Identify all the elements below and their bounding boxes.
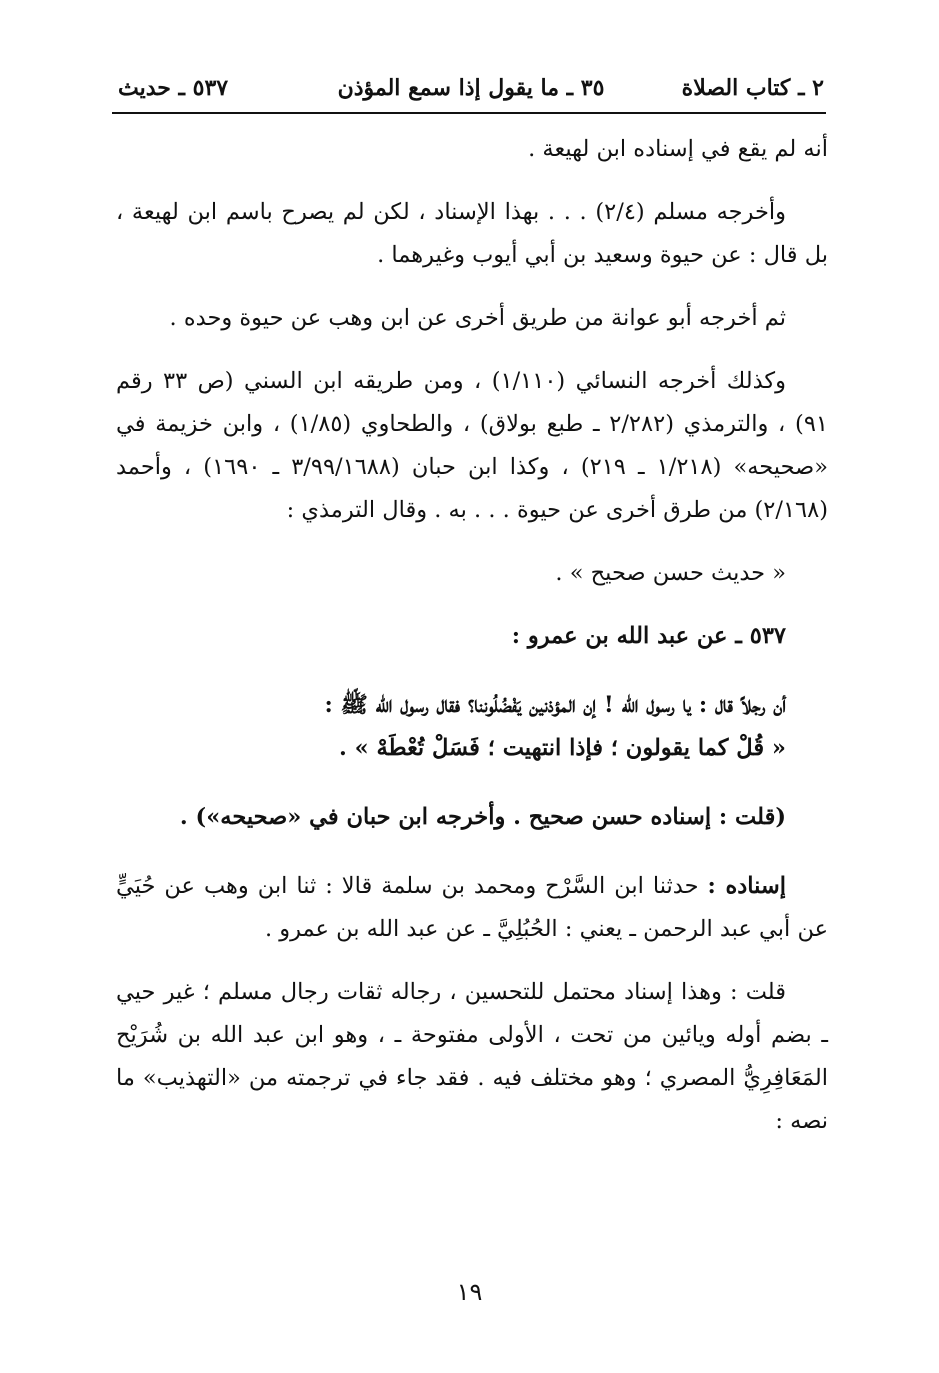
hadith-grading-note: (قلت : إسناده حسن صحيح . وأخرجه ابن حبان في «صحيحه») . <box>179 804 786 830</box>
hadith-text-line-2: « قُلْ كما يقولون ؛ فإذا انتهيت ؛ فَسَلْ تُعْطَهْ » . <box>338 735 786 761</box>
isnad-text: حدثنا ابن السَّرْح ومحمد بن سلمة قالا : ثنا ابن وهب عن حُيَيٍّ عن أبي عبد الرحمن ـ يعني : الحُبُلِيَّ ـ عن عبد الله بن عمرو . <box>116 873 828 942</box>
header-chapter-title: ٣٥ ـ ما يقول إذا سمع المؤذن <box>337 75 605 101</box>
header-book-title: ٢ ـ كتاب الصلاة <box>681 75 824 101</box>
paragraph-1: أنه لم يقع في إسناده ابن لهيعة . <box>528 136 828 162</box>
hadith-heading: ٥٣٧ ـ عن عبد الله بن عمرو : <box>511 623 786 649</box>
running-header <box>118 70 824 106</box>
paragraph-4: وكذلك أخرجه النسائي (١/١١٠) ، ومن طريقه ابن السني (ص ٣٣ رقم ٩١) ، والترمذي (٢/٢٨٢ ـ طبع بولاق) ، والطحاوي (١/٨٥) ، وابن خزيمة في «صحيحه» (١/٢١٨ ـ ٢١٩) ، وكذا ابن حبان (٣/٩٩/١٦٨٨ ـ ١٦٩٠) ، وأحمد (٢/١٦٨) من طرق أخرى عن حيوة . . . به . وقال الترمذي : <box>116 368 828 523</box>
header-divider <box>112 112 826 114</box>
paragraph-2: وأخرجه مسلم (٢/٤) . . . بهذا الإسناد ، لكن لم يصرح باسم ابن لهيعة ، بل قال : عن حيوة وسعيد بن أبي أيوب وغيرهما . <box>116 199 828 268</box>
page-body <box>116 128 828 1163</box>
paragraph-3: ثم أخرجه أبو عوانة من طريق أخرى عن ابن وهب عن حيوة وحده . <box>169 305 786 331</box>
hadith-text-line-1: أن رجلاً قال : يا رسول الله ! إن المؤذنين يَفْضُلُوننا؟ فقال رسول الله ﷺ : <box>324 692 786 718</box>
isnad-paragraph <box>116 865 828 951</box>
header-hadith-number: ٥٣٧ ـ حديث <box>118 75 229 101</box>
tirmidhi-quote: « حديث حسن صحيح » . <box>555 560 786 586</box>
page-number: ١٩ <box>456 1278 483 1306</box>
commentary-paragraph: قلت : وهذا إسناد محتمل للتحسين ، رجاله ثقات رجال مسلم ؛ غير حيي ـ بضم أوله ويائين من تحت ، الأولى مفتوحة ـ ، وهو ابن عبد الله بن شُرَيْح المَعَافِرِيُّ المصري ؛ وهو مختلف فيه . فقد جاء في ترجمته من «التهذيب» ما نصه : <box>116 979 828 1134</box>
isnad-label: إسناده : <box>707 873 787 899</box>
